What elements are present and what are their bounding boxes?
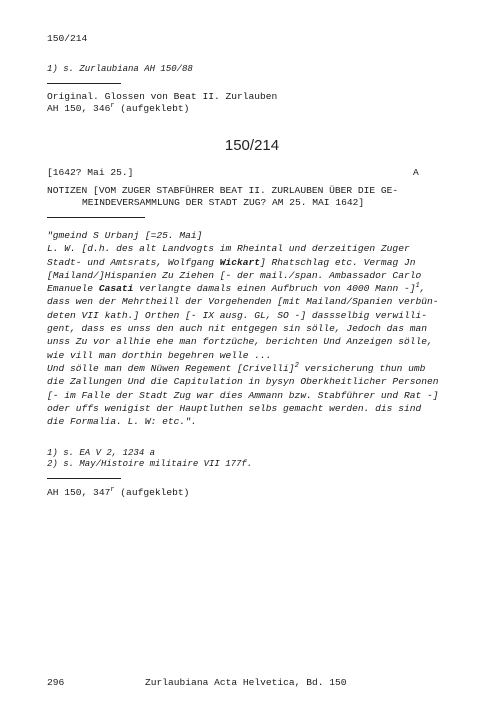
body-line: [- im Falle der Stadt Zug war dies Ammann bzw. Stabführer und Rat -] — [47, 389, 439, 401]
body-line: [Mailand/]Hispanien Zu Ziehen [- der mail./span. Ambassador Carlo — [47, 269, 422, 281]
body-line: die Zallungen Und die Capitulation in bysyn Oberkheitlicher Personen — [47, 376, 439, 388]
name-wickart: Wickart — [219, 256, 261, 268]
body-line: "gmeind S Urbanj [=25. Mai] — [47, 230, 203, 241]
body-line: Stadt- und Amtsrats, Wolfgang Wickart] Rhatschlag etc. Vermag Jn — [47, 256, 416, 268]
top-footnote: 1) s. Zurlaubiana AH 150/88 — [47, 64, 193, 74]
body-line: Und sölle man dem Nüwen Regement [Crivelli]$^2$ versicherung thun umb — [47, 361, 426, 374]
footnote-divider-bottom — [47, 478, 121, 479]
doc-number-header: 150/214 — [47, 33, 88, 44]
body-line: die Formalia. L. W: etc.". — [47, 416, 197, 428]
footnote-divider-top — [47, 83, 121, 84]
series-title: Zurlaubiana Acta Helvetica, Bd. 150 — [145, 677, 347, 688]
page-number: 296 — [47, 677, 65, 688]
version-letter: A — [413, 167, 419, 178]
section-number: 150/214 — [224, 137, 280, 154]
footnote-2: 2) s. May/Histoire militaire VII 177f. — [47, 459, 253, 469]
body-line: wie vill man dorthin begehren welle ... — [47, 349, 272, 361]
document-title-line1: NOTIZEN [VOM ZUGER STABFÜHRER BEAT II. ZURLAUBEN ÜBER DIE GE- — [47, 185, 399, 196]
name-casati: Casati — [98, 283, 134, 295]
body-line: L. W. [d.h. des alt Landvogts im Rheintal und derzeitigen Zuger — [47, 243, 410, 255]
document-body — [47, 229, 467, 428]
footnote-1: 1) s. EA V 2, 1234 a — [47, 448, 156, 458]
body-line: oder uffs wenigist der Hauptluthen selbs gemacht werden. dis sind — [47, 402, 422, 414]
body-line: Emanuele Casati verlangte damals einen Aufbruch von 4000 Mann -]$^1$, — [47, 282, 426, 295]
source-note-2: AH 150, 347$^r$ (aufgeklebt) — [47, 486, 190, 498]
date-line: [1642? Mai 25.] — [47, 167, 134, 178]
document-title-line2: MEINDEVERSAMMLUNG DER STADT ZUG? AM 25. MAI 1642] — [82, 197, 365, 208]
source-note-line1: Original. Glossen von Beat II. Zurlauben — [47, 91, 278, 102]
body-line: dass wen der Mehrtheill der Vorgehenden [mit Mailand/Spanien verbün- — [47, 296, 439, 308]
body-line: gent, dass es unss den auch nit entgegen sin sölle, Jedoch das man — [47, 323, 427, 335]
source-note-line2: AH 150, 346$^r$ (aufgeklebt) — [47, 102, 190, 114]
body-line: unss Zu vor allhie ehe man fortzüche, berichten Und Anzeigen sölle, — [47, 336, 433, 348]
footnote-ref-2: 2 — [294, 361, 299, 370]
footnote-ref-1: 1 — [415, 282, 420, 291]
title-divider — [47, 217, 145, 218]
body-line: deten VII kath.] Orthen [- IX ausg. GL, SO -] dassselbig verwilli- — [47, 309, 427, 321]
